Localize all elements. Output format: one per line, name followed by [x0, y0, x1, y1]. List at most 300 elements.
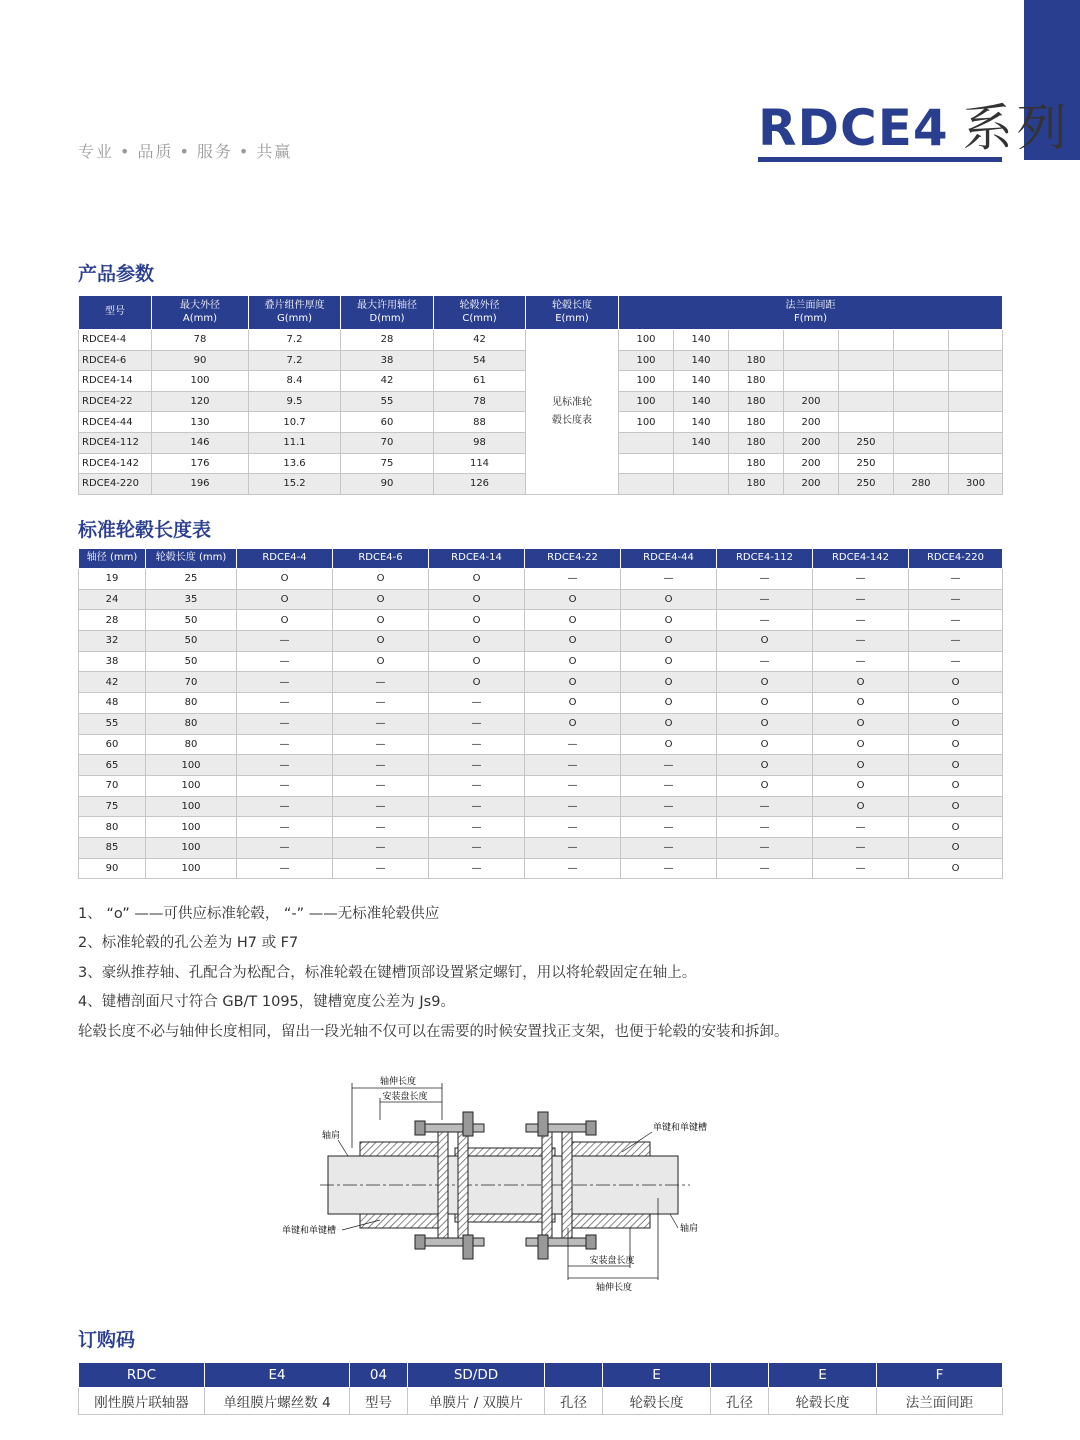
order-code-cell: RDC [79, 1363, 205, 1388]
flange-distance-cell [894, 391, 949, 412]
label-shaft-extension-top: 轴伸长度 [379, 1077, 417, 1087]
availability-cell: 75 [79, 796, 146, 817]
availability-cell: 25 [146, 569, 237, 590]
value-cell: 11.1 [249, 432, 341, 453]
availability-cell: — [813, 589, 909, 610]
slogan: 专业 • 品质 • 服务 • 共赢 [78, 142, 293, 161]
order-code-cell: SD/DD [408, 1363, 545, 1388]
value-cell: 75 [341, 453, 434, 474]
availability-cell: 100 [146, 775, 237, 796]
value-cell: 100 [152, 371, 249, 392]
availability-cell: O [717, 755, 813, 776]
value-cell: 176 [152, 453, 249, 474]
availability-cell: — [237, 858, 333, 879]
availability-cell: — [813, 631, 909, 652]
order-desc-cell: 刚性膜片联轴器 [79, 1388, 205, 1415]
availability-cell: O [813, 775, 909, 796]
flange-distance-cell [674, 474, 729, 495]
availability-cell: — [333, 672, 429, 693]
availability-cell: — [429, 858, 525, 879]
value-cell: 90 [152, 350, 249, 371]
flange-distance-cell: 180 [729, 474, 784, 495]
availability-cell: 35 [146, 589, 237, 610]
availability-cell: O [813, 713, 909, 734]
flange-distance-cell [894, 412, 949, 433]
value-cell: 90 [341, 474, 434, 495]
availability-cell: O [429, 672, 525, 693]
t1-header-line: 型号 [105, 306, 125, 318]
note-2: 2、标准轮毂的孔公差为 H7 或 F7 [78, 935, 299, 952]
availability-cell: — [429, 713, 525, 734]
table-row [79, 837, 1003, 858]
availability-cell: — [429, 775, 525, 796]
availability-cell: 100 [146, 837, 237, 858]
section-title-hub-length: 标准轮毂长度表 [78, 519, 212, 541]
availability-cell: — [717, 651, 813, 672]
availability-cell: — [525, 734, 621, 755]
availability-cell: 70 [146, 672, 237, 693]
flange-distance-cell: 250 [839, 453, 894, 474]
flange-distance-cell [839, 371, 894, 392]
availability-cell: 50 [146, 651, 237, 672]
flange-distance-cell [949, 453, 1003, 474]
t1-header-line: E(mm) [555, 312, 589, 324]
availability-cell: — [621, 837, 717, 858]
availability-cell: 38 [79, 651, 146, 672]
availability-cell: — [333, 734, 429, 755]
availability-cell: — [333, 713, 429, 734]
model-cell: RDCE4-22 [79, 391, 152, 412]
availability-cell: O [429, 569, 525, 590]
flange-distance-cell [784, 350, 839, 371]
value-cell: 196 [152, 474, 249, 495]
availability-cell: — [717, 589, 813, 610]
availability-cell: 100 [146, 755, 237, 776]
flange-distance-cell [949, 391, 1003, 412]
value-cell: 78 [152, 330, 249, 351]
availability-cell: — [813, 569, 909, 590]
flange-distance-cell [839, 350, 894, 371]
availability-cell: — [333, 817, 429, 838]
availability-cell: — [813, 610, 909, 631]
flange-distance-cell: 100 [619, 350, 674, 371]
availability-cell: O [525, 631, 621, 652]
flange-distance-cell: 200 [784, 412, 839, 433]
t1-header-line: D(mm) [369, 312, 405, 324]
availability-cell: O [429, 631, 525, 652]
availability-cell: 100 [146, 858, 237, 879]
availability-cell: O [621, 693, 717, 714]
flange-distance-cell: 200 [784, 391, 839, 412]
model-cell: RDCE4-14 [79, 371, 152, 392]
flange-distance-cell: 140 [674, 371, 729, 392]
t1-header-line: 最大外径 [180, 300, 220, 311]
order-code-cell: E [603, 1363, 711, 1388]
availability-cell: O [909, 837, 1003, 858]
table-row [79, 755, 1003, 776]
value-cell: 70 [341, 432, 434, 453]
value-cell: 42 [341, 371, 434, 392]
flange-distance-cell: 100 [619, 330, 674, 351]
table-row [79, 796, 1003, 817]
order-desc-cell: 单膜片 / 双膜片 [408, 1388, 545, 1415]
availability-cell: — [717, 569, 813, 590]
availability-cell: 32 [79, 631, 146, 652]
availability-cell: 19 [79, 569, 146, 590]
availability-cell: — [429, 817, 525, 838]
availability-cell: — [621, 858, 717, 879]
value-cell: 15.2 [249, 474, 341, 495]
availability-cell: O [909, 858, 1003, 879]
order-desc-cell: 单组膜片螺丝数 4 [205, 1388, 350, 1415]
availability-cell: O [909, 672, 1003, 693]
flange-distance-cell [894, 432, 949, 453]
t1-header-cell [249, 296, 341, 330]
availability-cell: — [237, 672, 333, 693]
availability-cell: O [621, 713, 717, 734]
flange-distance-cell [784, 330, 839, 351]
availability-cell: 50 [146, 631, 237, 652]
flange-distance-cell: 180 [729, 453, 784, 474]
availability-cell: O [621, 610, 717, 631]
availability-cell: — [525, 796, 621, 817]
availability-cell: — [717, 858, 813, 879]
availability-cell: O [333, 569, 429, 590]
note-4: 4、键槽剖面尺寸符合 GB/T 1095，键槽宽度公差为 Js9。 [78, 994, 455, 1011]
availability-cell: 24 [79, 589, 146, 610]
availability-cell: O [333, 651, 429, 672]
availability-cell: 100 [146, 796, 237, 817]
availability-cell: O [525, 610, 621, 631]
availability-cell: — [909, 651, 1003, 672]
t2-header-cell: 轴径 (mm) [79, 549, 146, 569]
model-cell: RDCE4-4 [79, 330, 152, 351]
table-row [79, 631, 1003, 652]
flange-distance-cell [949, 432, 1003, 453]
availability-cell: O [909, 775, 1003, 796]
value-cell: 130 [152, 412, 249, 433]
availability-cell: O [429, 651, 525, 672]
availability-cell: 90 [79, 858, 146, 879]
table-row [79, 858, 1003, 879]
t1-header-cell [434, 296, 526, 330]
availability-cell: — [525, 817, 621, 838]
flange-distance-cell: 180 [729, 350, 784, 371]
value-cell: 78 [434, 391, 526, 412]
hub-length-note [526, 330, 619, 495]
label-shoulder-right: 轴肩 [680, 1224, 699, 1234]
label-key-right: 单键和单键槽 [653, 1123, 708, 1133]
t1-header-cell [619, 296, 1003, 330]
availability-cell: — [237, 796, 333, 817]
availability-cell: — [717, 817, 813, 838]
flange-distance-cell: 140 [674, 330, 729, 351]
flange-distance-cell: 280 [894, 474, 949, 495]
availability-cell: O [813, 796, 909, 817]
hub-note-line: 毂长度表 [552, 414, 592, 426]
order-code-cell: 04 [350, 1363, 408, 1388]
availability-cell: O [237, 610, 333, 631]
flange-distance-cell [949, 412, 1003, 433]
availability-cell: — [621, 796, 717, 817]
availability-cell: 55 [79, 713, 146, 734]
value-cell: 28 [341, 330, 434, 351]
note-5: 轮毂长度不必与轴伸长度相同，留出一段光轴不仅可以在需要的时候安置找正支架，也便于轮毂的安装和拆卸。 [78, 1023, 789, 1040]
table-row [79, 330, 1003, 351]
flange-distance-cell [949, 371, 1003, 392]
availability-cell: 28 [79, 610, 146, 631]
t1-header-line: 轮毂长度 [552, 300, 592, 311]
availability-cell: O [333, 589, 429, 610]
availability-cell: O [525, 672, 621, 693]
table-row [79, 651, 1003, 672]
notes [78, 900, 789, 1047]
availability-cell: O [813, 734, 909, 755]
model-cell: RDCE4-112 [79, 432, 152, 453]
hub-length-table [78, 548, 1003, 879]
availability-cell: O [621, 672, 717, 693]
value-cell: 146 [152, 432, 249, 453]
availability-cell: — [333, 796, 429, 817]
availability-cell: O [813, 693, 909, 714]
flange-distance-cell: 180 [729, 371, 784, 392]
flange-distance-cell: 180 [729, 391, 784, 412]
availability-cell: 42 [79, 672, 146, 693]
value-cell: 60 [341, 412, 434, 433]
availability-cell: — [621, 569, 717, 590]
order-code-cell [545, 1363, 603, 1388]
flange-distance-cell [894, 453, 949, 474]
availability-cell: — [525, 858, 621, 879]
hub-note-line: 见标准轮 [552, 396, 592, 408]
t1-header-cell [341, 296, 434, 330]
t2-header-cell: RDCE4-6 [333, 549, 429, 569]
availability-cell: — [525, 755, 621, 776]
flange-distance-cell [839, 412, 894, 433]
availability-cell: O [525, 713, 621, 734]
availability-cell: 80 [79, 817, 146, 838]
availability-cell: O [909, 755, 1003, 776]
value-cell: 8.4 [249, 371, 341, 392]
availability-cell: O [717, 775, 813, 796]
t1-header-line: G(mm) [276, 312, 313, 324]
availability-cell: — [813, 651, 909, 672]
order-desc-cell: 孔径 [545, 1388, 603, 1415]
availability-cell: 70 [79, 775, 146, 796]
flange-distance-cell: 180 [729, 432, 784, 453]
product-params-table [78, 295, 1003, 495]
flange-distance-cell: 200 [784, 432, 839, 453]
note-1: 1、 “o” ——可供应标准轮毂， “-” ——无标准轮毂供应 [78, 906, 440, 922]
availability-cell: — [525, 775, 621, 796]
t1-header-cell [79, 296, 152, 330]
t2-header-cell: RDCE4-14 [429, 549, 525, 569]
model-cell: RDCE4-6 [79, 350, 152, 371]
value-cell: 61 [434, 371, 526, 392]
label-mounting-length-bottom: 安装盘长度 [589, 1256, 635, 1266]
order-desc-cell: 型号 [350, 1388, 408, 1415]
order-code-cell: E [769, 1363, 877, 1388]
flange-distance-cell [894, 371, 949, 392]
availability-cell: — [333, 837, 429, 858]
availability-cell: O [909, 713, 1003, 734]
value-cell: 55 [341, 391, 434, 412]
table-row [79, 775, 1003, 796]
flange-distance-cell: 300 [949, 474, 1003, 495]
availability-cell: — [237, 713, 333, 734]
availability-cell: O [429, 589, 525, 610]
coupling-section-diagram [280, 1068, 740, 1298]
table-row [79, 672, 1003, 693]
availability-cell: O [621, 631, 717, 652]
order-code-cell: F [877, 1363, 1003, 1388]
availability-cell: O [717, 672, 813, 693]
availability-cell: — [429, 734, 525, 755]
label-shaft-extension-bottom: 轴伸长度 [595, 1283, 633, 1293]
value-cell: 7.2 [249, 330, 341, 351]
model-cell: RDCE4-220 [79, 474, 152, 495]
flange-distance-cell [894, 350, 949, 371]
availability-cell: O [525, 589, 621, 610]
series-title: RDCE4 系列 [758, 99, 1071, 157]
availability-cell: 80 [146, 693, 237, 714]
availability-cell: 100 [146, 817, 237, 838]
value-cell: 98 [434, 432, 526, 453]
flange-distance-cell [619, 432, 674, 453]
availability-cell: — [525, 569, 621, 590]
note-3: 3、豪纵推荐轴、孔配合为松配合，标准轮毂在键槽顶部设置紧定螺钉，用以将轮毂固定在轴上。 [78, 964, 697, 981]
model-cell: RDCE4-142 [79, 453, 152, 474]
section-title-order-code: 订购码 [78, 1329, 136, 1351]
model-cell: RDCE4-44 [79, 412, 152, 433]
table-row [79, 713, 1003, 734]
availability-cell: 80 [146, 734, 237, 755]
value-cell: 9.5 [249, 391, 341, 412]
availability-cell: O [333, 631, 429, 652]
availability-cell: — [621, 755, 717, 776]
availability-cell: — [813, 837, 909, 858]
t1-header-line: A(mm) [182, 312, 218, 324]
value-cell: 126 [434, 474, 526, 495]
value-cell: 13.6 [249, 453, 341, 474]
flange-distance-cell: 140 [674, 432, 729, 453]
availability-cell: O [909, 693, 1003, 714]
flange-distance-cell: 140 [674, 391, 729, 412]
order-desc-cell: 法兰面间距 [877, 1388, 1003, 1415]
flange-distance-cell [839, 330, 894, 351]
availability-cell: O [237, 589, 333, 610]
availability-cell: O [333, 610, 429, 631]
availability-cell: — [813, 817, 909, 838]
flange-distance-cell [949, 350, 1003, 371]
order-code-cell: E4 [205, 1363, 350, 1388]
table-row [79, 817, 1003, 838]
availability-cell: O [429, 610, 525, 631]
table-row [79, 569, 1003, 590]
availability-cell: — [237, 775, 333, 796]
availability-cell: — [237, 755, 333, 776]
availability-cell: O [909, 817, 1003, 838]
order-desc-cell: 孔径 [711, 1388, 769, 1415]
flange-distance-cell: 140 [674, 412, 729, 433]
value-cell: 88 [434, 412, 526, 433]
table-row [79, 734, 1003, 755]
availability-cell: — [429, 755, 525, 776]
availability-cell: O [717, 713, 813, 734]
flange-distance-cell [839, 391, 894, 412]
availability-cell: — [717, 796, 813, 817]
availability-cell: — [237, 693, 333, 714]
availability-cell: — [909, 631, 1003, 652]
t1-header-cell [526, 296, 619, 330]
availability-cell: — [909, 589, 1003, 610]
flange-distance-cell: 250 [839, 432, 894, 453]
label-mounting-length-top: 安装盘长度 [382, 1092, 428, 1102]
availability-cell: — [237, 734, 333, 755]
availability-cell: O [237, 569, 333, 590]
title-underline [758, 157, 1002, 162]
t2-header-cell: 轮毂长度 (mm) [146, 549, 237, 569]
availability-cell: 85 [79, 837, 146, 858]
flange-distance-cell: 200 [784, 474, 839, 495]
value-cell: 42 [434, 330, 526, 351]
availability-cell: O [813, 672, 909, 693]
availability-cell: O [813, 755, 909, 776]
t2-header-cell: RDCE4-4 [237, 549, 333, 569]
availability-cell: 60 [79, 734, 146, 755]
availability-cell: O [621, 589, 717, 610]
availability-cell: — [429, 693, 525, 714]
value-cell: 7.2 [249, 350, 341, 371]
flange-distance-cell: 100 [619, 371, 674, 392]
flange-distance-cell: 100 [619, 412, 674, 433]
availability-cell: 50 [146, 610, 237, 631]
availability-cell: — [813, 858, 909, 879]
availability-cell: O [909, 734, 1003, 755]
availability-cell: — [333, 775, 429, 796]
availability-cell: O [621, 734, 717, 755]
availability-cell: — [621, 817, 717, 838]
t1-header-line: 法兰面间距 [785, 300, 836, 311]
availability-cell: — [525, 837, 621, 858]
order-code-cell [711, 1363, 769, 1388]
availability-cell: — [429, 796, 525, 817]
flange-distance-cell [949, 330, 1003, 351]
t2-header-cell: RDCE4-112 [717, 549, 813, 569]
availability-cell: — [621, 775, 717, 796]
t2-header-cell: RDCE4-142 [813, 549, 909, 569]
value-cell: 114 [434, 453, 526, 474]
t1-header-line: 最大许用轴径 [357, 300, 417, 311]
availability-cell: O [717, 631, 813, 652]
order-desc-cell: 轮毂长度 [769, 1388, 877, 1415]
value-cell: 10.7 [249, 412, 341, 433]
availability-cell: — [237, 651, 333, 672]
availability-cell: — [237, 837, 333, 858]
flange-distance-cell: 250 [839, 474, 894, 495]
t2-header-cell: RDCE4-44 [621, 549, 717, 569]
availability-cell: 80 [146, 713, 237, 734]
availability-cell: — [237, 631, 333, 652]
availability-cell: O [525, 651, 621, 672]
section-title-params: 产品参数 [78, 263, 155, 285]
availability-cell: — [717, 837, 813, 858]
availability-cell: O [525, 693, 621, 714]
availability-cell: — [717, 610, 813, 631]
table-row [79, 610, 1003, 631]
availability-cell: — [909, 569, 1003, 590]
value-cell: 38 [341, 350, 434, 371]
